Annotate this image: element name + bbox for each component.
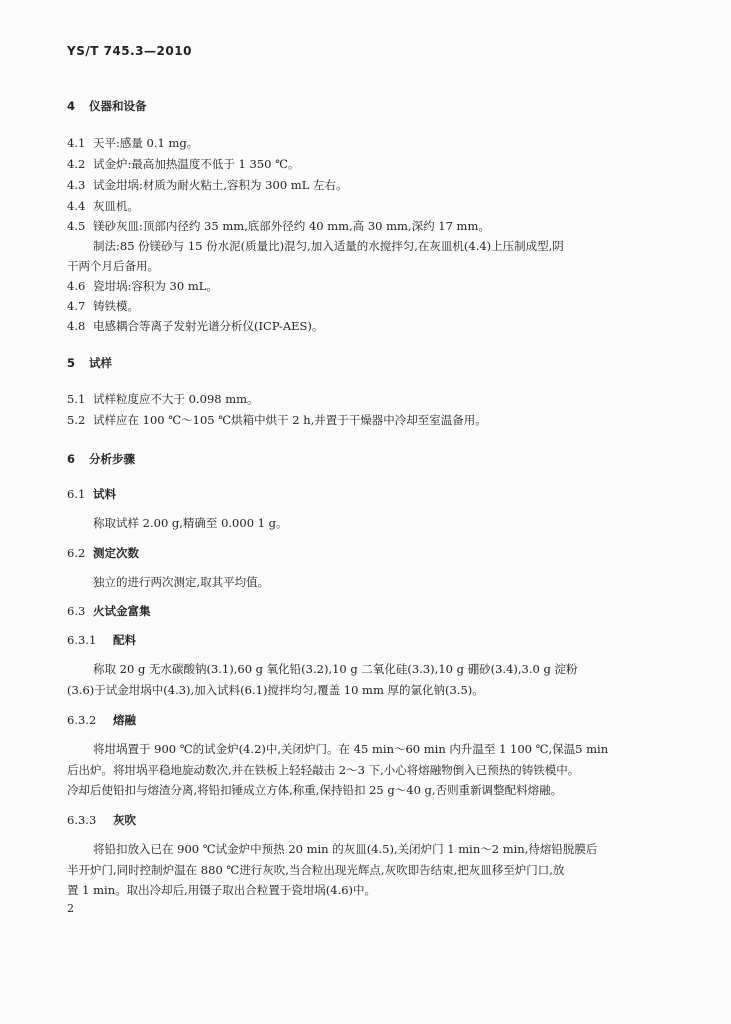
- item-5-1: 5.1 试样粒度应不大于 0.098 mm。: [67, 392, 259, 406]
- item-6-3-2-heading: 6.3.2 熔融: [67, 713, 136, 727]
- section-6-heading: 6 分析步骤: [67, 452, 135, 466]
- item-6-3-heading: 6.3 火试金富集: [67, 604, 151, 618]
- item-6-3-3-line-1: 将铅扣放入已在 900 ℃试金炉中预热 20 min 的灰皿(4.5),关闭炉门 1 min～2 min,待熔铅脱膜后: [93, 842, 598, 856]
- item-6-3-1-line-1: 称取 20 g 无水碳酸钠(3.1),60 g 氧化铅(3.2),10 g 二氧化硅(3.3),10 g 硼砂(3.4),3.0 g 淀粉: [93, 662, 578, 676]
- item-6-2-text: 独立的进行两次测定,取其平均值。: [93, 575, 270, 589]
- item-4-1: 4.1 天平:感量 0.1 mg。: [67, 136, 199, 150]
- item-4-2: 4.2 试金炉:最高加热温度不低于 1 350 ℃。: [67, 157, 300, 171]
- item-4-5-method-line-2: 干两个月后备用。: [67, 259, 159, 273]
- item-6-3-2-line-2: 后出炉。将坩埚平稳地旋动数次,并在铁板上轻轻敲击 2～3 下,小心将熔融物倒入已预热的铸铁模中。: [67, 763, 580, 777]
- item-6-3-3-heading: 6.3.3 灰吹: [67, 813, 136, 827]
- item-4-6: 4.6 瓷坩埚:容积为 30 mL。: [67, 279, 218, 293]
- item-6-3-2-line-1: 将坩埚置于 900 ℃的试金炉(4.2)中,关闭炉门。在 45 min～60 min 内升温至 1 100 ℃,保温5 min: [93, 742, 609, 756]
- item-5-2: 5.2 试样应在 100 ℃～105 ℃烘箱中烘干 2 h,并置于干燥器中冷却至室温备用。: [67, 413, 487, 427]
- item-6-3-3-line-2: 半开炉门,同时控制炉温在 880 ℃进行灰吹,当合粒出现光辉点,灰吹即告结束,把灰皿移至炉门口,放: [67, 863, 565, 877]
- section-4-heading: 4 仪器和设备: [67, 99, 147, 113]
- standard-number-header: YS/T 745.3—2010: [67, 44, 192, 58]
- item-4-8: 4.8 电感耦合等离子发射光谱分析仪(ICP-AES)。: [67, 319, 324, 333]
- page-number: 2: [67, 902, 74, 915]
- item-4-3: 4.3 试金坩埚:材质为耐火粘土,容积为 300 mL 左右。: [67, 178, 348, 192]
- item-6-1-heading: 6.1 试料: [67, 487, 116, 501]
- item-6-3-1-heading: 6.3.1 配料: [67, 633, 136, 647]
- item-6-3-2-line-3: 冷却后使铅扣与熔渣分离,将铅扣锤成立方体,称重,保持铅扣 25 g～40 g,否则重新调整配料熔融。: [67, 783, 563, 797]
- item-6-1-text: 称取试样 2.00 g,精确至 0.000 1 g。: [93, 516, 288, 530]
- item-6-2-heading: 6.2 测定次数: [67, 546, 139, 560]
- item-4-7: 4.7 铸铁模。: [67, 299, 139, 313]
- section-5-heading: 5 试样: [67, 356, 112, 370]
- item-6-3-3-line-3: 置 1 min。取出冷却后,用镊子取出合粒置于瓷坩埚(4.6)中。: [67, 883, 377, 897]
- item-4-5: 4.5 镁砂灰皿:顶部内径约 35 mm,底部外径约 40 mm,高 30 mm,深约 17 mm。: [67, 219, 490, 233]
- item-6-3-1-line-2: (3.6)于试金坩埚中(4.3),加入试料(6.1)搅拌均匀,覆盖 10 mm 厚的氯化钠(3.5)。: [67, 683, 484, 697]
- item-4-5-method-line-1: 制法:85 份镁砂与 15 份水泥(质量比)混匀,加入适量的水搅拌匀,在灰皿机(4.4)上压制成型,阴: [93, 239, 564, 253]
- item-4-4: 4.4 灰皿机。: [67, 199, 139, 213]
